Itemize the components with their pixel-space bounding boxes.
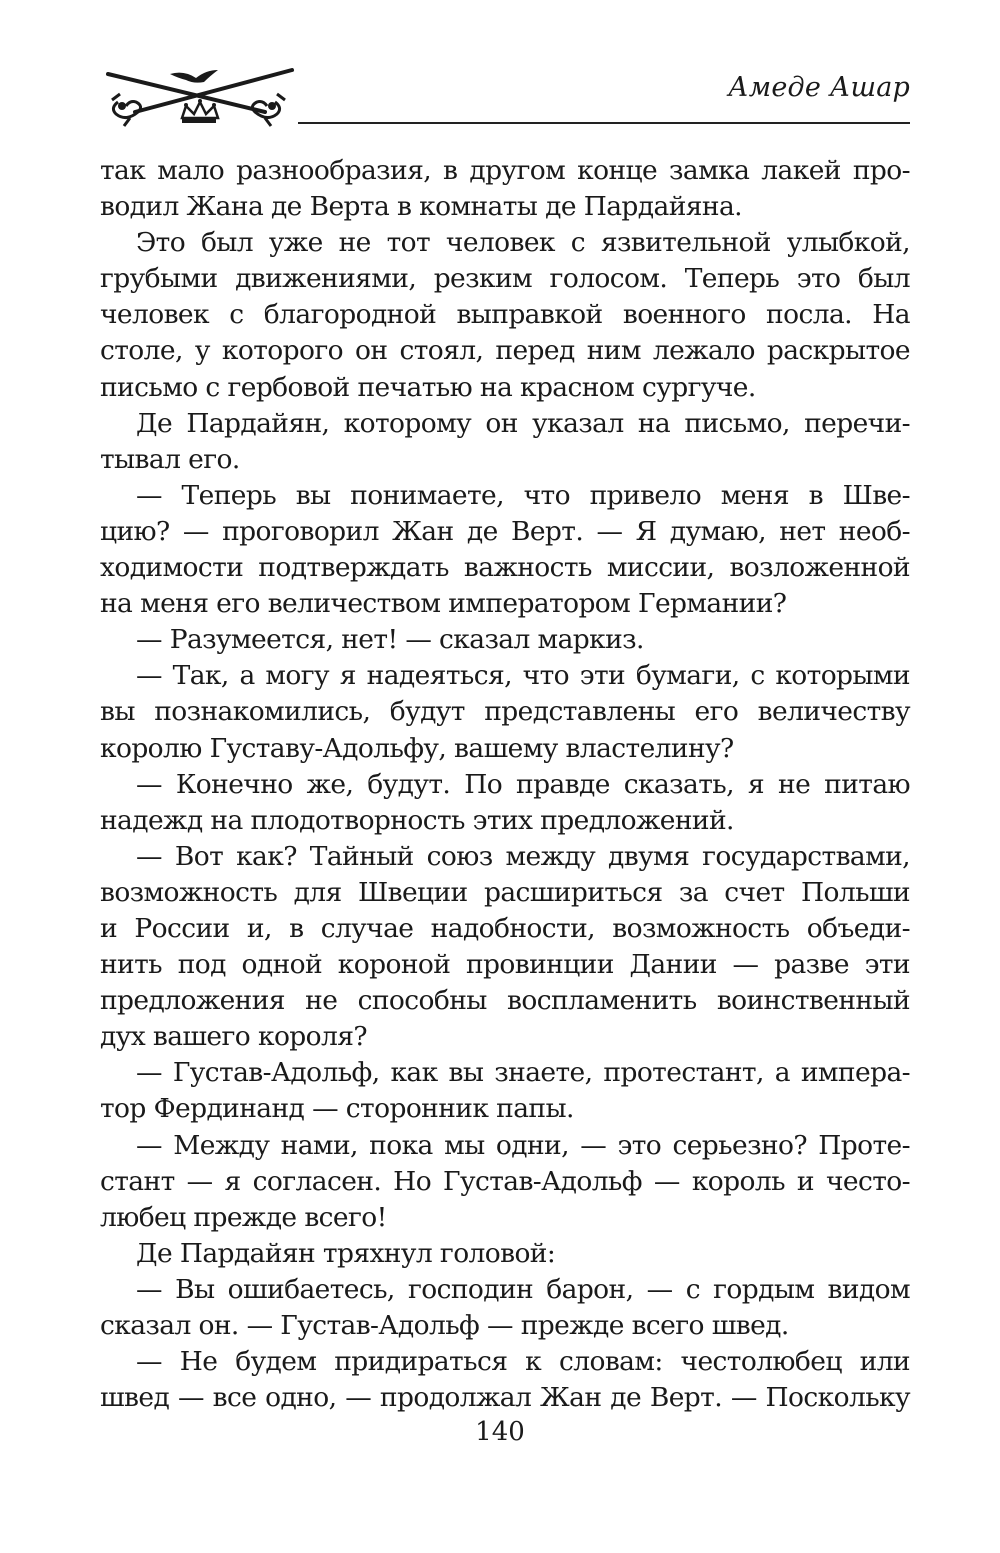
text-line: — Теперь вы понимаете, что привело меня в Шве-: [136, 479, 910, 511]
text-line: и России и, в случае надобности, возможность объеди-: [100, 912, 910, 944]
text-line: тор Фердинанд — сторонник папы.: [100, 1093, 574, 1125]
text-line: стант — я согласен. Но Густав-Адольф — король и често-: [100, 1165, 910, 1197]
text-line: дух вашего короля?: [100, 1021, 367, 1053]
text-line: вы познакомились, будут представлены его величеству: [100, 696, 910, 728]
text-line: водил Жана де Верта в комнаты де Пардайяна.: [100, 191, 742, 223]
page-number: 140: [475, 1417, 525, 1447]
text-line: письмо с гербовой печатью на красном сургуче.: [100, 371, 756, 403]
text-line: — Не будем придираться к словам: честолюбец или: [136, 1346, 910, 1378]
text-line: предложения не способны воспламенить воинственный: [100, 985, 910, 1017]
text-line: Де Пардайян тряхнул головой:: [136, 1237, 556, 1269]
text-line: — Между нами, пока мы одни, — это серьезно? Проте-: [136, 1129, 910, 1161]
text-line: — Вот как? Тайный союз между двумя государствами,: [136, 840, 910, 872]
text-line: надежд на плодотворность этих предложений.: [100, 804, 734, 836]
text-line: Де Пардайян, которому он указал на письмо, перечи-: [136, 407, 910, 439]
text-line: швед — все одно, — продолжал Жан де Верт. — Поскольку: [100, 1382, 910, 1414]
text-line: Это был уже не тот человек с язвительной улыбкой,: [136, 227, 910, 259]
text-line: грубыми движениями, резким голосом. Теперь это был: [100, 263, 910, 295]
text-line: — Разумеется, нет! — сказал маркиз.: [136, 624, 644, 656]
text-line: — Вы ошибаетесь, господин барон, — с гордым видом: [136, 1273, 910, 1305]
page-header: [100, 60, 910, 140]
header-rule: [298, 122, 910, 124]
text-line: любец прежде всего!: [100, 1201, 387, 1233]
crossed-swords-crown-bird-icon: [100, 60, 300, 135]
text-line: — Конечно же, будут. По правде сказать, я не питаю: [136, 768, 910, 800]
text-line: так мало разнообразия, в другом конце замка лакей про-: [100, 155, 910, 186]
text-line: ходимости подтверждать важность миссии, возложенной: [100, 552, 910, 584]
text-line: сказал он. — Густав-Адольф — прежде всего швед.: [100, 1310, 789, 1341]
text-line: королю Густаву-Адольфу, вашему властелину?: [100, 732, 734, 764]
text-line: нить под одной короной провинции Дании — разве эти: [100, 949, 910, 981]
text-line: на меня его величеством императором Германии?: [100, 588, 787, 620]
text-line: — Так, а могу я надеяться, что эти бумаги, с которыми: [136, 660, 910, 692]
text-line: человек с благородной выправкой военного посла. На: [100, 299, 910, 331]
running-head-author: Амеде Ашар: [728, 72, 910, 103]
text-line: возможность для Швеции расшириться за счет Польши: [100, 876, 910, 908]
text-line: цию? — проговорил Жан де Верт. — Я думаю, нет необ-: [100, 515, 910, 547]
text-line: столе, у которого он стоял, перед ним лежало раскрытое: [100, 335, 910, 367]
text-line: тывал его.: [100, 443, 240, 475]
text-line: — Густав-Адольф, как вы знаете, протестант, а импера-: [136, 1057, 910, 1089]
body-text: [100, 153, 910, 1416]
